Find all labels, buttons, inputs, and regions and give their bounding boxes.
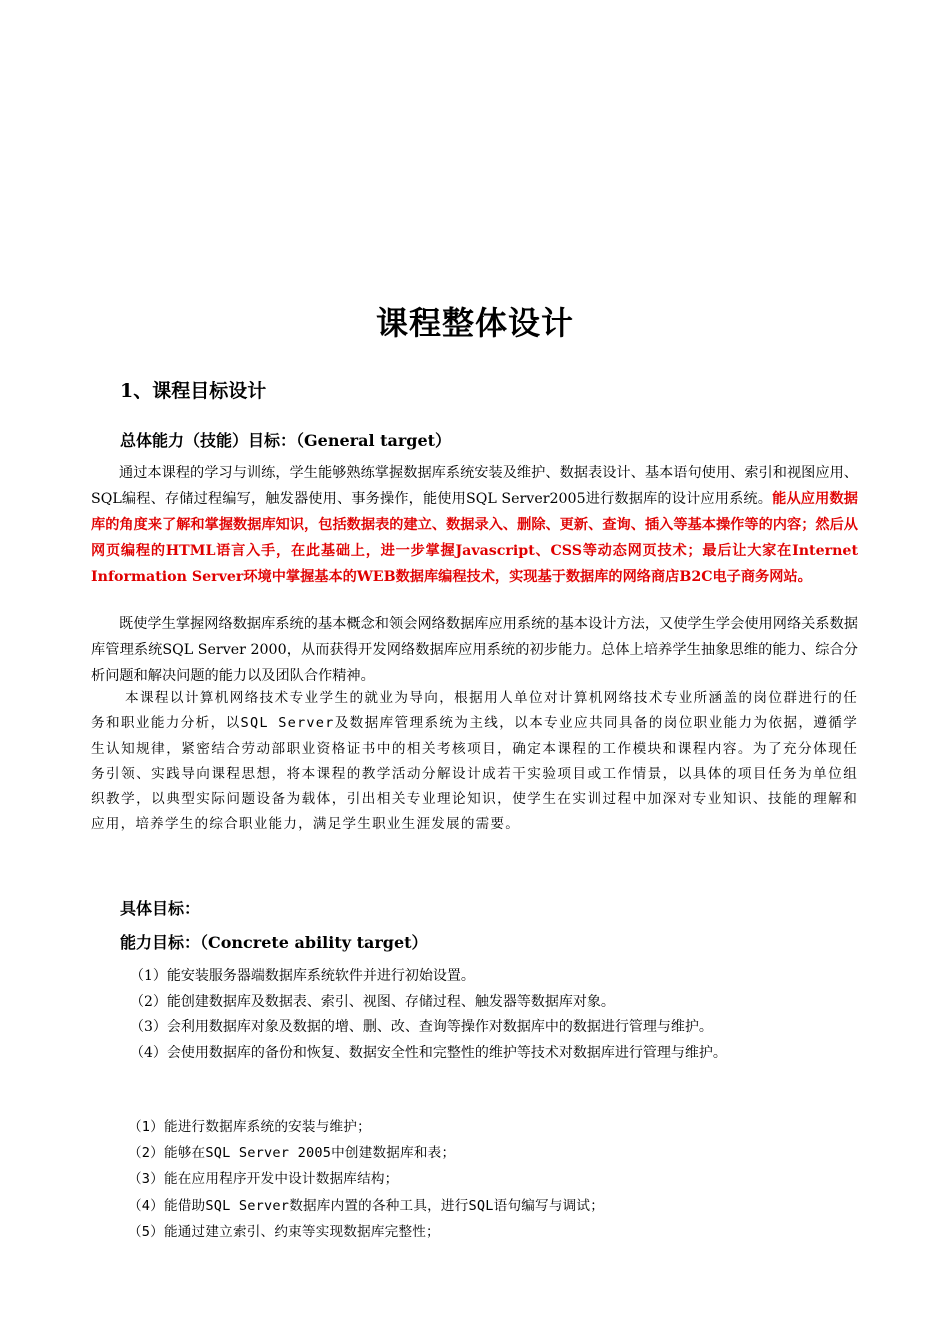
page-title: 课程整体设计: [375, 304, 574, 342]
general-target-paragraph-3: 本课程以计算机网络技术专业学生的就业为导向，根据用人单位对计算机网络技术专业所涵盖的岗位群进行的任务和职业能力分析，以SQL Server及数据库管理系统为主线，以本专业应共同具备的岗位职业能力为依据，遵循学生认知规律，紧密结合劳动部职业资格证书中的相关考核项目，确定本课程的工作模块和课程内容。为了充分体现任务引领、实践导向课程思想，将本课程的教学活动分解设计成若干实验项目或工作情景，以具体的项目任务为单位组织教学，以典型实际问题设备为载体，引出相关专业理论知识，使学生在实训过程中加深对专业知识、技能的理解和应用，培养学生的综合职业能力，满足学生职业生涯发展的需要。: [91, 690, 858, 833]
paragraph-1-normal-text: 通过本课程的学习与训练，学生能够熟练掌握数据库系统安装及维护、数据表设计、基本语句使用、索引和视图应用、SQL编程、存储过程编写，触发器使用、事务操作，能使用SQL Server2005进行数据库的设计应用系统。: [91, 465, 858, 507]
specific-target-heading: 具体目标：: [120, 899, 201, 918]
section-heading-course-objective: 1、课程目标设计: [120, 380, 267, 402]
list-item: （4）会使用数据库的备份和恢复、数据安全性和完整性的维护等技术对数据库进行管理与维护。: [130, 1044, 727, 1061]
general-target-paragraph-1: [91, 460, 858, 590]
ability-target-heading: 能力目标：（Concrete ability target）: [120, 933, 428, 952]
general-target-heading: 总体能力（技能）目标：（General target）: [120, 431, 452, 450]
list-item: （5）能通过建立索引、约束等实现数据库完整性；: [128, 1223, 440, 1240]
general-target-paragraph-2: 既使学生掌握网络数据库系统的基本概念和领会网络数据库应用系统的基本设计方法，又使学生学会使用网络关系数据库管理系统SQL Server 2000，从而获得开发网络数据库应用系统的初步能力。总体上培养学生抽象思维的能力、综合分析问题和解决问题的能力以及团队合作精神。: [91, 616, 858, 684]
list-item: （2）能够在SQL Server 2005中创建数据库和表；: [128, 1145, 456, 1162]
paragraph-1-highlighted-text: 能从应用数据库的角度来了解和掌握数据库知识，包括数据表的建立、数据录入、删除、更新、查询、插入等基本操作等的内容；然后从网页编程的HTML语言入手，在此基础上，进一步掌握Javascript、CSS等动态网页技术；最后让大家在Internet Information Server环境中掌握基本的WEB数据库编程技术，实现基于数据库的网络商店B2C电子商务网站。: [91, 491, 858, 585]
list-item: （3）会利用数据库对象及数据的增、删、改、查询等操作对数据库中的数据进行管理与维护。: [130, 1019, 713, 1036]
list-item: （1）能进行数据库系统的安装与维护；: [128, 1119, 371, 1135]
list-item: （3）能在应用程序开发中设计数据库结构；: [128, 1171, 399, 1188]
ability-target-list: [130, 964, 727, 1066]
list-item: （1）能安装服务器端数据库系统软件并进行初始设置。: [130, 968, 475, 984]
list-item: （2）能创建数据库及数据表、索引、视图、存储过程、触发器等数据库对象。: [130, 993, 615, 1010]
skill-list: [128, 1114, 604, 1245]
list-item: （4）能借助SQL Server数据库内置的各种工具，进行SQL语句编写与调试；: [128, 1197, 605, 1214]
